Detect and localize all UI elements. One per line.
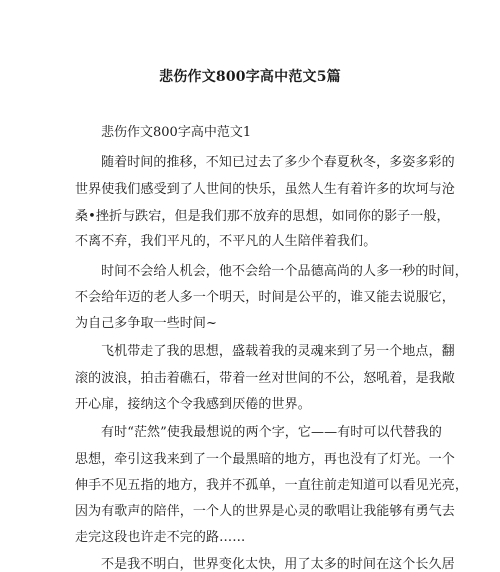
paragraph-line: 不会给年迈的老人多一个明天，时间是公平的，谁又能去说服它， <box>75 290 455 305</box>
document-subtitle: 悲伤作文800字高中范文1 <box>101 125 252 140</box>
paragraph-line: 为自己多争取一些时间~ <box>75 316 217 331</box>
paragraph-line: 时间不会给人机会，他不会给一个品德高尚的人多一秒的时间， <box>101 264 468 279</box>
paragraph-line: 世界使我们感受到了人世间的快乐，虽然人生有着许多的坎坷与沧 <box>75 182 455 197</box>
paragraph-line: 随着时间的推移，不知已过去了多少个春夏秋冬，多姿多彩的 <box>101 155 455 170</box>
paragraph-line: 因为有歌声的陪伴，一个人的世界是心灵的歌唱让我能够有勇气去 <box>75 504 455 519</box>
paragraph-line: 伸手不见五指的地方，我并不孤单，一直往前走知道可以看见光亮， <box>75 478 469 493</box>
paragraph-line: 思想，牵引这我来到了一个最黑暗的地方，再也没有了灯光。一个 <box>75 452 455 467</box>
paragraph-line: 飞机带走了我的思想，盛载着我的灵魂来到了另一个地点，翻 <box>101 344 455 359</box>
paragraph-line: 不是我不明白，世界变化太快，用了太多的时间在这个长久居 <box>101 557 455 572</box>
document-title: 悲伤作文800字高中范文5篇 <box>159 69 341 85</box>
paragraph-line: 有时“茫然”使我最想说的两个字，它——有时可以代替我的 <box>101 425 442 440</box>
paragraph-line: 走完这段也许走不完的路…… <box>75 530 246 545</box>
paragraph-line: 不离不弃，我们平凡的，不平凡的人生陪伴着我们。 <box>75 234 377 249</box>
paragraph-line: 滚的波浪，拍击着礁石，带着一丝对世间的不公，怒吼着，是我敞 <box>75 371 455 386</box>
paragraph-line: 桑•挫折与跌宕，但是我们那不放弃的思想，如同你的影子一般， <box>75 209 450 224</box>
paragraph-line: 开心扉，接纳这个令我感到厌倦的世界。 <box>75 397 311 412</box>
